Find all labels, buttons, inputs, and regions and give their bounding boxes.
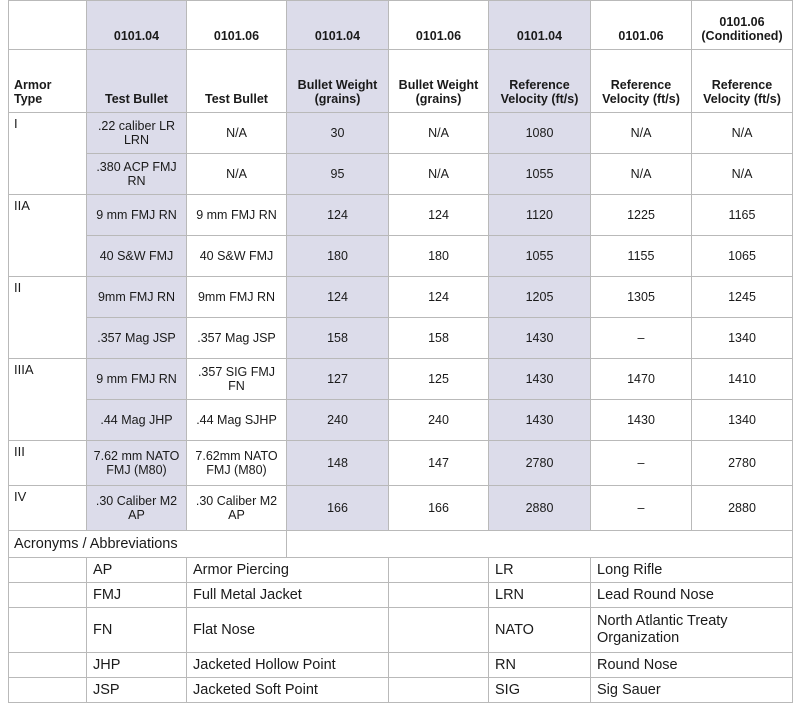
weight-0101-04: 240 [287,400,389,441]
weight-0101-06: 180 [389,236,489,277]
velocity-0101-06: 1225 [591,195,692,236]
test-bullet-0101-06: 9 mm FMJ RN [187,195,287,236]
velocity-0101-06: N/A [591,154,692,195]
velocity-0101-06-conditioned: 1340 [692,400,793,441]
weight-0101-04: 127 [287,359,389,400]
test-bullet-0101-06: .30 Caliber M2 AP [187,486,287,531]
acronym-abbr: SIG [489,678,591,703]
column-header: Test Bullet [87,50,187,113]
armor-type-cell: III [9,441,87,486]
column-header: Test Bullet [187,50,287,113]
velocity-0101-04: 1430 [489,400,591,441]
test-bullet-0101-04: .357 Mag JSP [87,318,187,359]
velocity-0101-06: 1155 [591,236,692,277]
acronym-abbr: JHP [87,653,187,678]
velocity-0101-06: N/A [591,113,692,154]
version-header: 0101.04 [87,1,187,50]
acronym-abbr: FN [87,608,187,653]
weight-0101-06: 240 [389,400,489,441]
acronyms-header-row [9,531,793,558]
acronym-definition: Flat Nose [187,608,389,653]
table-row [9,195,793,236]
weight-0101-06: 166 [389,486,489,531]
velocity-0101-06: – [591,486,692,531]
table-row [9,154,793,195]
version-header: 0101.04 [287,1,389,50]
acronym-abbr: RN [489,653,591,678]
velocity-0101-06-conditioned: 1165 [692,195,793,236]
test-bullet-0101-06: .357 SIG FMJ FN [187,359,287,400]
armor-type-cell: II [9,277,87,359]
test-bullet-0101-04: 9 mm FMJ RN [87,359,187,400]
weight-0101-04: 148 [287,441,389,486]
acronym-definition: Long Rifle [591,558,793,583]
acronym-row [9,558,793,583]
velocity-0101-04: 1430 [489,359,591,400]
velocity-0101-06: – [591,441,692,486]
version-header: 0101.04 [489,1,591,50]
armor-test-table [8,0,793,703]
column-header: Armor Type [9,50,87,113]
acronym-abbr: AP [87,558,187,583]
weight-0101-06: N/A [389,154,489,195]
test-bullet-0101-04: 9mm FMJ RN [87,277,187,318]
blank-cell [389,653,489,678]
blank-cell [287,531,793,558]
velocity-0101-06: 1305 [591,277,692,318]
blank-cell [389,558,489,583]
velocity-0101-06-conditioned: 1065 [692,236,793,277]
weight-0101-04: 95 [287,154,389,195]
blank-cell [9,653,87,678]
blank-cell [389,678,489,703]
table-row [9,236,793,277]
table-row [9,277,793,318]
test-bullet-0101-06: .357 Mag JSP [187,318,287,359]
acronym-row [9,653,793,678]
version-header: 0101.06 [389,1,489,50]
acronym-row [9,583,793,608]
acronym-definition: North Atlantic Treaty Organization [591,608,793,653]
acronym-row [9,678,793,703]
velocity-0101-04: 2880 [489,486,591,531]
test-bullet-0101-04: .380 ACP FMJ RN [87,154,187,195]
version-header-row [9,1,793,50]
armor-type-cell: I [9,113,87,195]
velocity-0101-06-conditioned: 1410 [692,359,793,400]
test-bullet-0101-04: 7.62 mm NATO FMJ (M80) [87,441,187,486]
acronym-definition: Jacketed Soft Point [187,678,389,703]
velocity-0101-04: 1055 [489,236,591,277]
column-header: Bullet Weight (grains) [287,50,389,113]
velocity-0101-06: 1430 [591,400,692,441]
column-header: Reference Velocity (ft/s) [591,50,692,113]
velocity-0101-04: 2780 [489,441,591,486]
test-bullet-0101-04: .44 Mag JHP [87,400,187,441]
weight-0101-06: 125 [389,359,489,400]
column-header: Reference Velocity (ft/s) [489,50,591,113]
table-row [9,113,793,154]
weight-0101-04: 30 [287,113,389,154]
weight-0101-06: N/A [389,113,489,154]
weight-0101-06: 124 [389,277,489,318]
velocity-0101-04: 1120 [489,195,591,236]
test-bullet-0101-04: .22 caliber LR LRN [87,113,187,154]
acronym-definition: Armor Piercing [187,558,389,583]
table-row [9,400,793,441]
acronym-definition: Full Metal Jacket [187,583,389,608]
weight-0101-04: 166 [287,486,389,531]
test-bullet-0101-06: N/A [187,154,287,195]
velocity-0101-04: 1205 [489,277,591,318]
test-bullet-0101-06: 7.62mm NATO FMJ (M80) [187,441,287,486]
velocity-0101-06-conditioned: 1340 [692,318,793,359]
armor-type-cell: IIA [9,195,87,277]
version-header: 0101.06 [187,1,287,50]
velocity-0101-04: 1055 [489,154,591,195]
blank-cell [9,608,87,653]
acronym-abbr: JSP [87,678,187,703]
table-row [9,318,793,359]
weight-0101-06: 158 [389,318,489,359]
test-bullet-0101-06: .44 Mag SJHP [187,400,287,441]
test-bullet-0101-04: 9 mm FMJ RN [87,195,187,236]
test-bullet-0101-06: N/A [187,113,287,154]
velocity-0101-04: 1080 [489,113,591,154]
weight-0101-06: 147 [389,441,489,486]
test-bullet-0101-04: .30 Caliber M2 AP [87,486,187,531]
column-header-row [9,50,793,113]
blank-cell [9,558,87,583]
blank-cell [389,583,489,608]
table-row [9,359,793,400]
blank-cell [389,608,489,653]
velocity-0101-06: – [591,318,692,359]
velocity-0101-06-conditioned: N/A [692,113,793,154]
table-row [9,441,793,486]
velocity-0101-04: 1430 [489,318,591,359]
blank-cell [9,1,87,50]
version-header: 0101.06 (Conditioned) [692,1,793,50]
acronym-abbr: LRN [489,583,591,608]
weight-0101-04: 180 [287,236,389,277]
weight-0101-06: 124 [389,195,489,236]
velocity-0101-06-conditioned: 2780 [692,441,793,486]
velocity-0101-06-conditioned: 1245 [692,277,793,318]
acronym-abbr: FMJ [87,583,187,608]
test-bullet-0101-06: 9mm FMJ RN [187,277,287,318]
blank-cell [9,678,87,703]
velocity-0101-06-conditioned: 2880 [692,486,793,531]
acronyms-title: Acronyms / Abbreviations [9,531,287,558]
velocity-0101-06: 1470 [591,359,692,400]
acronym-abbr: NATO [489,608,591,653]
column-header: Reference Velocity (ft/s) [692,50,793,113]
armor-type-cell: IIIA [9,359,87,441]
column-header: Bullet Weight (grains) [389,50,489,113]
armor-type-cell: IV [9,486,87,531]
blank-cell [9,583,87,608]
version-header: 0101.06 [591,1,692,50]
weight-0101-04: 158 [287,318,389,359]
test-bullet-0101-06: 40 S&W FMJ [187,236,287,277]
weight-0101-04: 124 [287,277,389,318]
test-bullet-0101-04: 40 S&W FMJ [87,236,187,277]
acronym-definition: Sig Sauer [591,678,793,703]
velocity-0101-06-conditioned: N/A [692,154,793,195]
acronym-definition: Jacketed Hollow Point [187,653,389,678]
acronym-definition: Round Nose [591,653,793,678]
table-row [9,486,793,531]
weight-0101-04: 124 [287,195,389,236]
acronym-abbr: LR [489,558,591,583]
acronym-definition: Lead Round Nose [591,583,793,608]
acronym-row [9,608,793,653]
